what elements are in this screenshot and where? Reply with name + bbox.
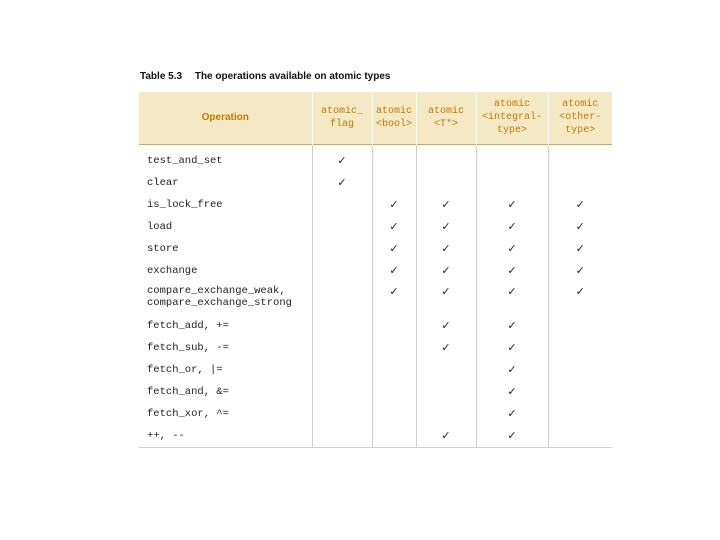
check-mark-icon: ✓ [507,198,517,211]
atomic-flag-support-cell [312,359,372,381]
check-mark-icon: ✓ [507,385,517,398]
operation-name: fetch_or, |= [147,363,223,376]
atomic-flag-support-cell [312,381,372,403]
atomic-integral-support-cell [476,337,548,359]
atomic-pointer-support-cell [416,172,476,194]
atomic-other-support-cell [548,359,612,381]
check-mark-icon: ✓ [337,176,347,189]
table-row [139,425,612,448]
operation-column-header: Operation [201,112,249,124]
check-mark-icon: ✓ [441,284,451,298]
table-row [139,238,612,260]
check-mark-icon: ✓ [441,220,451,233]
check-mark-icon: ✓ [389,220,399,233]
check-mark-icon: ✓ [441,429,451,442]
atomic-bool-support-cell [372,238,416,260]
atomic-integral-support-cell [476,315,548,337]
atomic-bool-support-cell [372,425,416,448]
check-mark-icon: ✓ [507,264,517,277]
atomic-integral-support-cell [476,403,548,425]
atomic-pointer-support-cell [416,425,476,448]
check-mark-icon: ✓ [575,198,585,211]
table-row [139,260,612,282]
atomic-pointer-support-cell [416,144,476,172]
atomic-bool-support-cell [372,315,416,337]
check-mark-icon: ✓ [441,319,451,332]
atomic-other-support-cell [548,194,612,216]
atomic-integral-support-cell [476,282,548,315]
operation-name: ++, -- [139,425,312,448]
check-mark-icon: ✓ [441,242,451,255]
check-mark-icon: ✓ [575,220,585,233]
atomic-integral-column-header: atomic <integral- type> [476,92,548,144]
atomic-bool-support-cell [372,381,416,403]
check-mark-icon: ✓ [337,154,347,167]
operation-name: load [147,220,173,233]
check-mark-icon: ✓ [575,242,585,255]
check-mark-icon: ✓ [507,341,517,354]
table-header [139,92,612,144]
atomic-bool-support-cell [372,144,416,172]
atomic-integral-support-cell [476,238,548,260]
table-row [139,194,612,216]
atomic-integral-support-cell [476,194,548,216]
operation-name: test_and_set [147,154,223,167]
operation-name: fetch_sub, -= [147,341,229,354]
atomic-bool-support-cell [372,172,416,194]
atomic-pointer-support-cell [416,381,476,403]
table-row [139,282,612,315]
check-mark-icon: ✓ [507,284,517,298]
atomic-flag-support-cell [312,260,372,282]
atomic-integral-support-cell [476,216,548,238]
atomic-flag-support-cell [312,194,372,216]
table-body [139,144,612,447]
atomic-integral-support-cell [476,172,548,194]
atomic-other-support-cell [548,144,612,172]
table-title: The operations available on atomic types [194,71,391,82]
atomic-bool-support-cell [372,359,416,381]
operation-name: is_lock_free [147,198,223,211]
atomic-flag-support-cell [312,337,372,359]
atomic-pointer-support-cell [416,282,476,315]
atomic-bool-support-cell [372,194,416,216]
check-mark-icon: ✓ [507,429,517,442]
check-mark-icon: ✓ [441,264,451,277]
atomic-flag-support-cell [312,315,372,337]
atomic-other-support-cell [548,260,612,282]
operation-name: fetch_and, &= [147,385,229,398]
check-mark-icon: ✓ [389,242,399,255]
table-row [139,359,612,381]
atomic-flag-support-cell [312,238,372,260]
atomic-other-column-header: atomic <other- type> [548,92,612,144]
atomic-pointer-support-cell [416,315,476,337]
check-mark-icon: ✓ [507,407,517,420]
check-mark-icon: ✓ [507,242,517,255]
atomic-bool-column-header: atomic <bool> [372,92,416,144]
table-caption [140,71,390,82]
atomic-pointer-support-cell [416,337,476,359]
table-row [139,172,612,194]
atomic-pointer-support-cell [416,403,476,425]
table-row [139,144,612,172]
atomic-operations-table [139,92,612,448]
atomic-pointer-support-cell [416,238,476,260]
atomic-integral-support-cell [476,381,548,403]
atomic-bool-support-cell [372,337,416,359]
operation-name: compare_exchange_weak, compare_exchange_strong [147,284,292,309]
operation-name: fetch_xor, ^= [147,407,229,420]
table-row [139,216,612,238]
table-number: Table 5.3 [140,71,183,82]
operation-name: clear [147,176,179,189]
header-row [139,92,612,144]
atomic-other-support-cell [548,282,612,315]
atomic-bool-support-cell [372,282,416,315]
atomic-other-support-cell [548,315,612,337]
atomic-other-support-cell [548,403,612,425]
operation-name: store [147,242,179,255]
check-mark-icon: ✓ [507,220,517,233]
atomic-integral-support-cell [476,144,548,172]
check-mark-icon: ✓ [389,284,399,298]
atomic-pointer-column-header: atomic <T*> [416,92,476,144]
atomic-flag-support-cell [312,216,372,238]
check-mark-icon: ✓ [441,198,451,211]
atomic-flag-column-header: atomic_ flag [312,92,372,144]
atomic-integral-support-cell [476,425,548,448]
atomic-flag-support-cell [312,172,372,194]
atomic-bool-support-cell [372,216,416,238]
atomic-flag-support-cell [312,425,372,448]
atomic-flag-support-cell [312,144,372,172]
atomic-integral-support-cell [476,260,548,282]
operation-name: fetch_add, += [147,319,229,332]
atomic-other-support-cell [548,172,612,194]
atomic-other-support-cell [548,425,612,448]
atomic-pointer-support-cell [416,216,476,238]
check-mark-icon: ✓ [441,341,451,354]
check-mark-icon: ✓ [389,198,399,211]
table-row [139,403,612,425]
atomic-other-support-cell [548,381,612,403]
atomic-flag-support-cell [312,403,372,425]
check-mark-icon: ✓ [575,264,585,277]
atomic-bool-support-cell [372,260,416,282]
check-mark-icon: ✓ [575,284,585,298]
atomic-integral-support-cell [476,359,548,381]
table-row [139,337,612,359]
check-mark-icon: ✓ [389,264,399,277]
atomic-bool-support-cell [372,403,416,425]
table-row [139,315,612,337]
check-mark-icon: ✓ [507,363,517,376]
check-mark-icon: ✓ [507,319,517,332]
atomic-pointer-support-cell [416,194,476,216]
atomic-pointer-support-cell [416,260,476,282]
atomic-other-support-cell [548,337,612,359]
atomic-other-support-cell [548,238,612,260]
table-row [139,381,612,403]
atomic-pointer-support-cell [416,359,476,381]
operation-name: exchange [147,264,198,277]
atomic-flag-support-cell [312,282,372,315]
atomic-other-support-cell [548,216,612,238]
